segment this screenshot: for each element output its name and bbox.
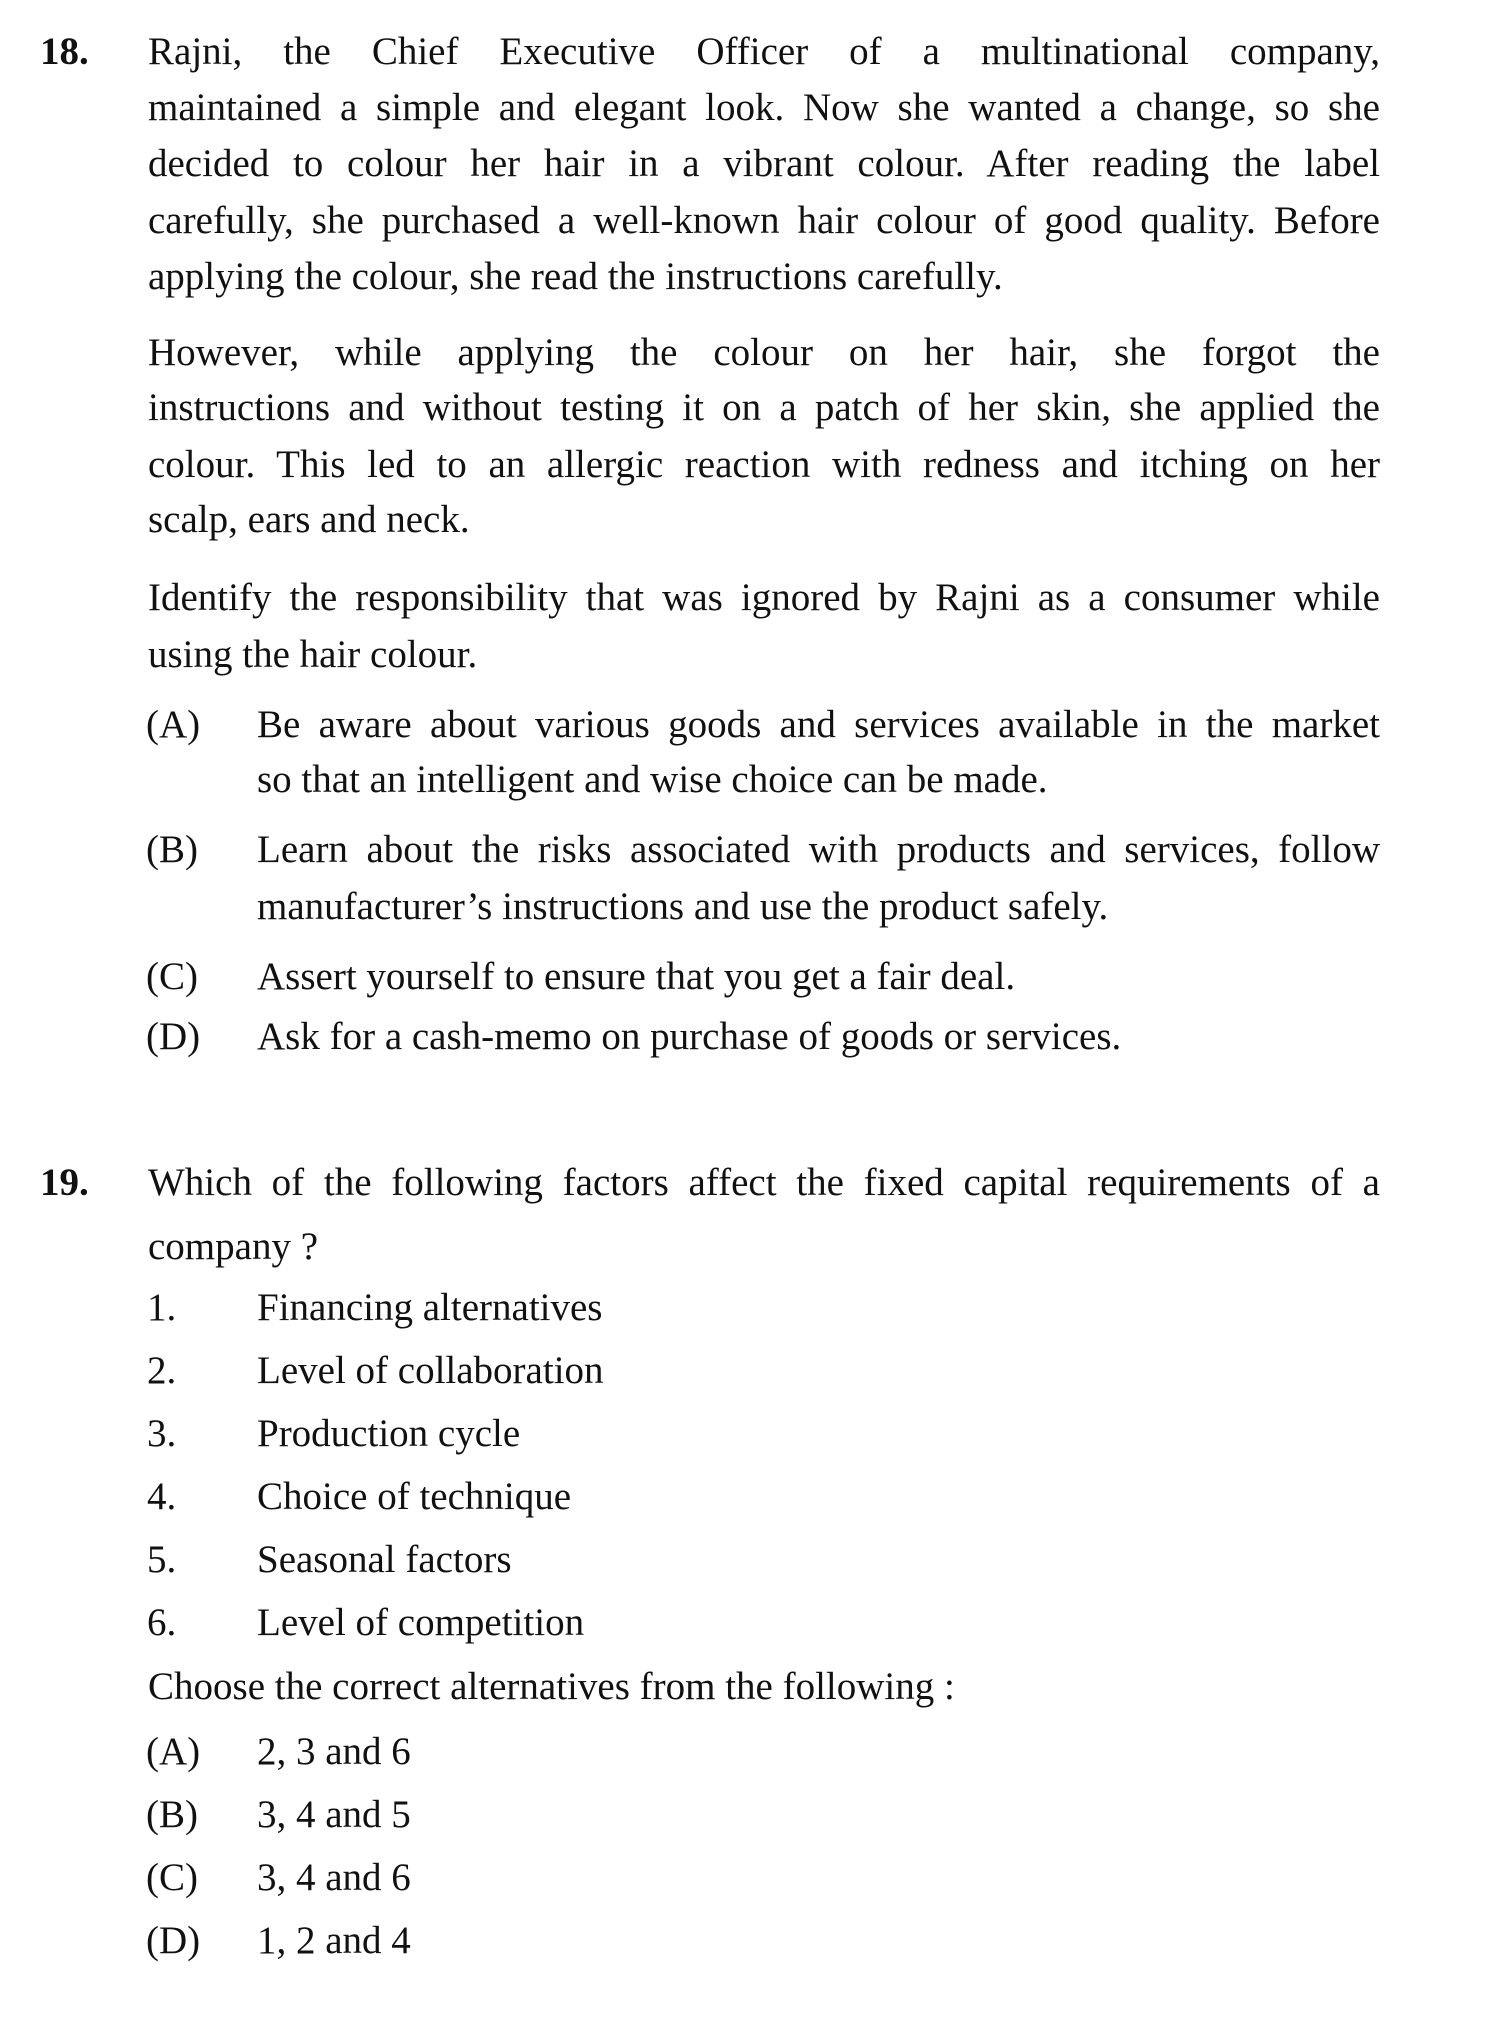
item-text: Seasonal factors <box>257 1538 512 1581</box>
option-text: so that an intelligent and wise choice can be made. <box>257 758 1048 801</box>
text-line: scalp, ears and neck. <box>148 498 470 541</box>
text-line: maintained a simple and elegant look. Now she wanted a change, so she <box>148 86 1380 129</box>
option-label: (D) <box>146 1919 201 1962</box>
option-text: Assert yourself to ensure that you get a fair deal. <box>257 955 1016 998</box>
question-text: company ? <box>148 1225 319 1268</box>
instruction-text: Choose the correct alternatives from the following : <box>148 1665 955 1708</box>
text-line: decided to colour her hair in a vibrant colour. After reading the label <box>148 142 1380 185</box>
text-line: carefully, she purchased a well-known hair colour of good quality. Before <box>148 199 1380 242</box>
option-text: 1, 2 and 4 <box>257 1919 411 1962</box>
question-number: 19. <box>40 1161 89 1204</box>
option-label: (B) <box>146 828 198 871</box>
item-number: 3. <box>147 1412 177 1455</box>
question-number: 18. <box>40 30 89 73</box>
item-number: 2. <box>147 1349 177 1392</box>
item-number: 4. <box>147 1475 177 1518</box>
text-line: However, while applying the colour on her hair, she forgot the <box>148 331 1380 374</box>
text-line: Identify the responsibility that was ignored by Rajni as a consumer while <box>148 576 1380 619</box>
item-number: 5. <box>147 1538 177 1581</box>
option-label: (D) <box>146 1015 201 1058</box>
text-line: instructions and without testing it on a patch of her skin, she applied the <box>148 386 1380 429</box>
option-label: (A) <box>146 1730 201 1773</box>
option-text: 3, 4 and 6 <box>257 1856 411 1899</box>
option-text: manufacturer’s instructions and use the product safely. <box>257 885 1109 928</box>
option-label: (A) <box>146 703 201 746</box>
text-line: using the hair colour. <box>148 633 478 676</box>
text-line: applying the colour, she read the instructions carefully. <box>148 255 1003 298</box>
option-text: 3, 4 and 5 <box>257 1793 411 1836</box>
option-label: (C) <box>146 1856 198 1899</box>
item-text: Financing alternatives <box>257 1286 603 1329</box>
item-text: Production cycle <box>257 1412 521 1455</box>
option-text: Ask for a cash-memo on purchase of goods or services. <box>257 1015 1122 1058</box>
text-line: Rajni, the Chief Executive Officer of a multinational company, <box>148 30 1380 73</box>
item-text: Choice of technique <box>257 1475 572 1518</box>
item-number: 6. <box>147 1601 177 1644</box>
item-number: 1. <box>147 1286 177 1329</box>
question-text: Which of the following factors affect the fixed capital requirements of a <box>148 1161 1380 1204</box>
option-label: (B) <box>146 1793 198 1836</box>
option-text: Be aware about various goods and services available in the market <box>257 703 1380 746</box>
option-text: 2, 3 and 6 <box>257 1730 411 1773</box>
item-text: Level of collaboration <box>257 1349 604 1392</box>
text-line: colour. This led to an allergic reaction with redness and itching on her <box>148 443 1380 486</box>
item-text: Level of competition <box>257 1601 585 1644</box>
option-text: Learn about the risks associated with products and services, follow <box>257 828 1380 871</box>
option-label: (C) <box>146 955 198 998</box>
